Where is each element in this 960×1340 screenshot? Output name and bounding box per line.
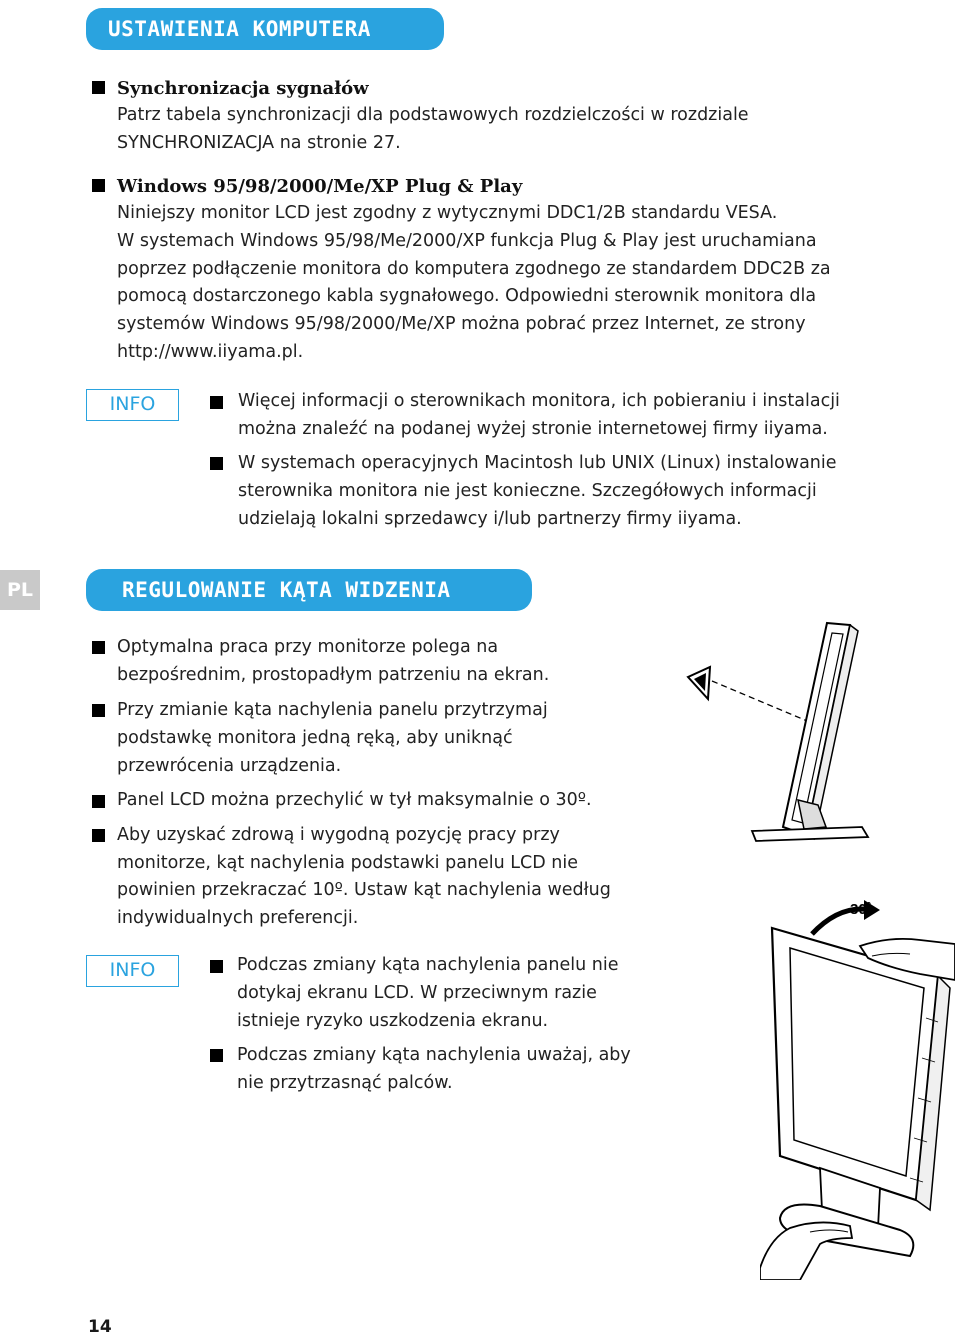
angle-item-line: indywidualnych preferencji. (117, 908, 359, 928)
page-number: 14 (88, 1317, 112, 1337)
angle-item-line: monitorze, kąt nachylenia podstawki panelu LCD nie (117, 853, 579, 873)
bullet-square (92, 829, 105, 842)
eye-icon (688, 667, 710, 699)
pnp-line: Niniejszy monitor LCD jest zgodny z wytycznymi DDC1/2B standardu VESA. (117, 203, 778, 223)
angle-item-line: powinien przekraczać 10º. Ustaw kąt nachylenia według (117, 880, 611, 900)
pnp-heading: Windows 95/98/2000/Me/XP Plug & Play (117, 176, 523, 197)
info-line: sterownika monitora nie jest konieczne. Szczegółowych informacji (238, 481, 817, 501)
pnp-line: poprzez podłączenie monitora do komputera zgodnego ze standardem DDC2B za (117, 259, 831, 279)
bullet-square (210, 960, 223, 973)
monitor-tilt-illustration (760, 888, 955, 1280)
info-line: można znaleźć na podanej wyżej stronie internetowej firmy iiyama. (238, 419, 828, 439)
bullet-square (92, 704, 105, 717)
pnp-line: W systemach Windows 95/98/Me/2000/XP funkcja Plug & Play jest uruchamiana (117, 231, 817, 251)
sync-heading: Synchronizacja sygnałów (117, 78, 369, 99)
info-line: W systemach operacyjnych Macintosh lub UNIX (Linux) instalowanie (238, 453, 837, 473)
info-line: Podczas zmiany kąta nachylenia uważaj, aby (237, 1045, 631, 1065)
info-label: INFO (86, 955, 179, 987)
bullet-square (210, 396, 223, 409)
bullet-square (92, 81, 105, 94)
pnp-line: systemów Windows 95/98/2000/Me/XP można pobrać przez Internet, ze strony (117, 314, 806, 334)
info-line: nie przytrzasnąć palców. (237, 1073, 453, 1093)
angle-item-line: Panel LCD można przechylić w tył maksymalnie o 30º. (117, 790, 592, 810)
angle-item-line: Przy zmianie kąta nachylenia panelu przytrzymaj (117, 700, 548, 720)
hand-icon (760, 1222, 852, 1280)
angle-label: 30˚ (850, 901, 872, 918)
info-label: INFO (86, 389, 179, 421)
angle-item-line: Optymalna praca przy monitorze polega na (117, 637, 499, 657)
bullet-square (92, 641, 105, 654)
info-line: Więcej informacji o sterownikach monitora, ich pobieraniu i instalacji (238, 391, 840, 411)
bullet-square (210, 457, 223, 470)
angle-item-line: przewrócenia urządzenia. (117, 756, 342, 776)
section-title-computer-settings: USTAWIENIA KOMPUTERA (86, 8, 444, 50)
sync-line: Patrz tabela synchronizacji dla podstawowych rozdzielczości w rozdziale (117, 105, 749, 125)
info-line: dotykaj ekranu LCD. W przeciwnym razie (237, 983, 597, 1003)
angle-item-line: Aby uzyskać zdrową i wygodną pozycję pracy przy (117, 825, 560, 845)
pnp-link[interactable]: http://www.iiyama.pl. (117, 342, 304, 362)
section-title-viewing-angle: REGULOWANIE KĄTA WIDZENIA (86, 569, 532, 611)
bullet-square (92, 795, 105, 808)
sync-line: SYNCHRONIZACJA na stronie 27. (117, 133, 401, 153)
bullet-square (92, 179, 105, 192)
pnp-line: pomocą dostarczonego kabla sygnałowego. Odpowiedni sterownik monitora dla (117, 286, 817, 306)
info-line: istnieje ryzyko uszkodzenia ekranu. (237, 1011, 549, 1031)
angle-item-line: bezpośrednim, prostopadłym patrzeniu na ekran. (117, 665, 550, 685)
monitor-side-view-illustration (680, 615, 880, 845)
bullet-square (210, 1049, 223, 1062)
angle-item-line: podstawkę monitora jedną ręką, aby uniknąć (117, 728, 513, 748)
language-tab: PL (0, 570, 40, 610)
info-line: Podczas zmiany kąta nachylenia panelu nie (237, 955, 619, 975)
info-line: udzielają lokalni sprzedawcy i/lub partnerzy firmy iiyama. (238, 509, 742, 529)
